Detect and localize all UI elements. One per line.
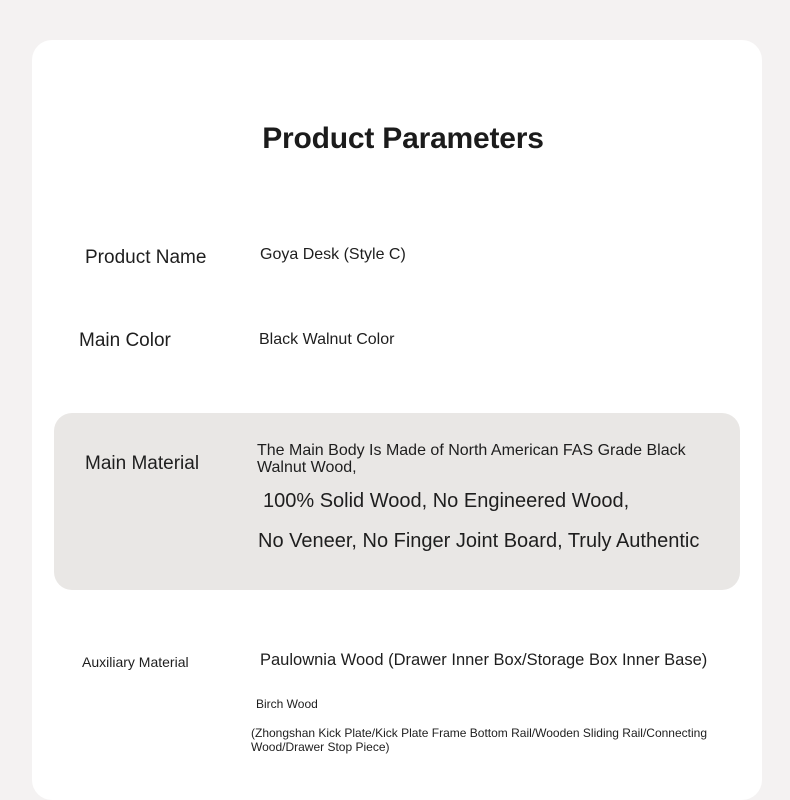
main-material-description: The Main Body Is Made of North American FAS Grade Black Walnut Wood, xyxy=(257,442,686,476)
main-material-authentic-note: No Veneer, No Finger Joint Board, Truly Authentic xyxy=(258,530,700,552)
main-material-label: Main Material xyxy=(85,453,200,474)
product-name-value: Goya Desk (Style C) xyxy=(260,246,406,263)
main-material-solid-wood-note: 100% Solid Wood, No Engineered Wood, xyxy=(263,490,630,512)
auxiliary-material-value-2: Birch Wood xyxy=(256,697,318,711)
auxiliary-material-value-2-note: (Zhongshan Kick Plate/Kick Plate Frame Bottom Rail/Wooden Sliding Rail/Connecting Wood/Drawer Stop Piece) xyxy=(251,726,707,754)
main-color-label: Main Color xyxy=(79,330,171,351)
product-name-label: Product Name xyxy=(85,247,207,268)
main-color-value: Black Walnut Color xyxy=(259,331,395,348)
page-title: Product Parameters xyxy=(262,122,544,155)
auxiliary-material-label: Auxiliary Material xyxy=(82,654,189,670)
auxiliary-material-value-1: Paulownia Wood (Drawer Inner Box/Storage Box Inner Base) xyxy=(260,651,708,669)
